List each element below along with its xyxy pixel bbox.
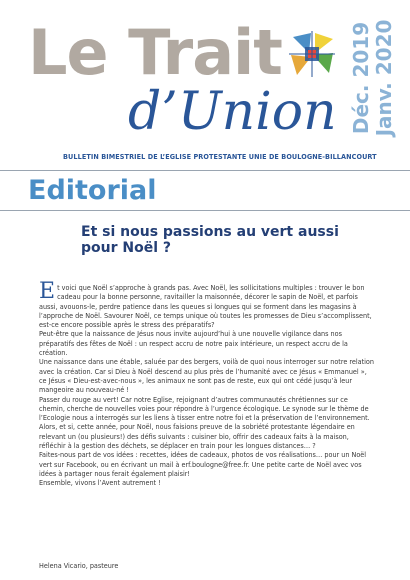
article-body [39,279,375,488]
masthead-subtitle: d’Union [128,82,337,142]
bulletin-tagline: BULLETIN BIMESTRIEL DE L’EGLISE PROTESTANTE UNIE DE BOULOGNE-BILLANCOURT [63,152,377,161]
article-paragraph: Une naissance dans une étable, saluée par des bergers, voilà de quoi nous interroger sur notre relation avec la création. Car si Dieu à Noël descend au plus près de l’humanité avec ce Jésus « Emmanuel », ce Jésus « Dieu-est-avec-nous », les animaux ne sont pas de reste, eux qui ont cédé jusqu’à leur mangeoire au nouveau-né ! [39,357,374,395]
article-paragraph: Passer du rouge au vert! Car notre Eglise, rejoignant d’autres communautés chrétiennes sur ce chemin, cherche de nouvelles voies pour répondre à l’urgence écologique. Le synode sur le thème de l’Ecologie nous a interrogés sur les liens à tisser entre notre foi et la préservation de l’environnement. Alors, et si, cette année, pour Noël, nous faisions preuve de la sobriété protestante légendaire en relevant un (ou plusieurs!) des défis suivants : cuisiner bio, offrir des cadeaux faits à la maison, réfléchir à la gestion des déchets, se déplacer en train pour les longues distances… ? [39,394,370,451]
cross-logo-icon [289,31,335,77]
article-first-paragraph: t voici que Noël s’approche à grands pas. Avec Noël, les sollicitations multiples : trouver le bon cadeau pour la bonne personne, ravitailler la maisonnée, décorer le sapin de Noël, et parfois aussi, avouons-le, perdre patience dans les queues si longues qui se forment dans les magasins à l’approche de Noël. Savourer Noël, ce temps unique où toutes les promesses de Dieu s’accomplissent, est-ce encore possible après le stress des préparatifs? [39,283,372,330]
article-paragraph: Peut-être que la naissance de Jésus nous invite aujourd’hui à une nouvelle vigilance dans nos préparatifs des fêtes de Noël : un respect accru de notre paix intérieure, un respect accru de la création. [39,329,348,358]
masthead-title: Le Trait [28,16,282,89]
issue-date-line-1: Déc. 2019 [349,21,373,135]
section-rule-top [0,170,410,171]
article-paragraph [39,279,375,330]
drop-cap: E [39,279,56,304]
issue-date [345,18,401,138]
article-paragraph: Faites-nous part de vos idées : recettes, idées de cadeaux, photos de vos réalisations… pour un Noël vert sur Facebook, ou en écrivant un mail à erf.boulogne@free.fr. Une petite carte de Noël avec vos idées à partager nous ferait également plaisir! [39,450,367,478]
section-heading: Editorial [28,175,157,206]
article-title: Et si nous passions au vert aussi pour Noël ? [81,224,339,256]
article-paragraph: Ensemble, vivons l’Avent autrement ! [39,478,161,488]
section-rule-bottom [0,210,410,211]
author-signature: Helena Vicario, pasteure [39,561,119,570]
issue-date-line-2: Janv. 2020 [372,19,396,137]
